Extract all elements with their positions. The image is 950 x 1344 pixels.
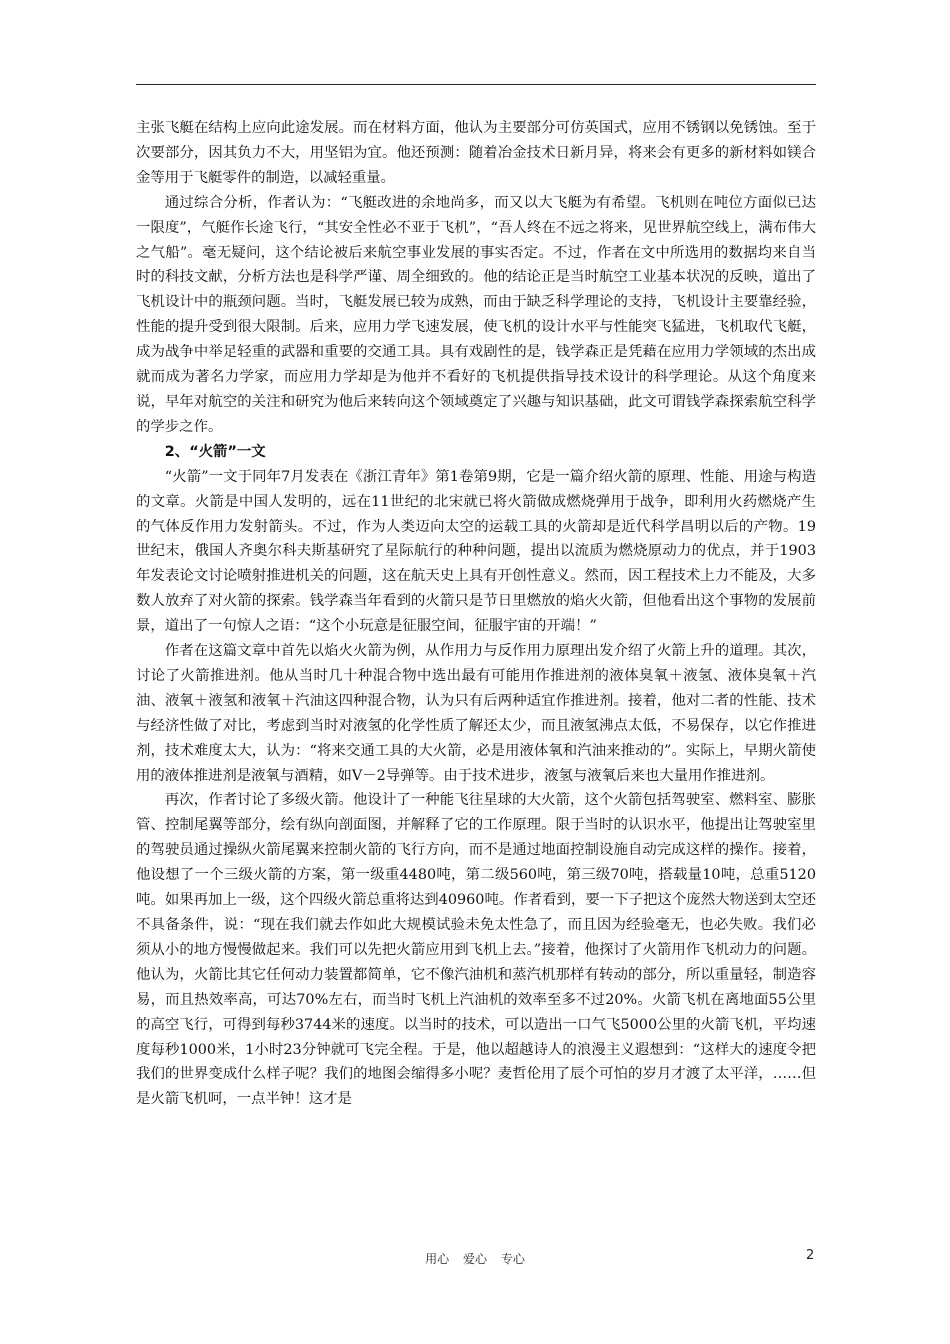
header-rule [136, 84, 816, 85]
paragraph-multistage: 再次，作者讨论了多级火箭。他设计了一种能飞往星球的大火箭，这个火箭包括驾驶室、燃料室、膨胀管、控制尾翼等部分，绘有纵向剖面图，并解释了它的工作原理。限于当时的认识水平，他提出让驾驶室里的驾驶员通过操纵火箭尾翼来控制火箭的飞行方向，而不是通过地面控制设施自动完成这样的操作。接着，他设想了一个三级火箭的方案，第一级重4480吨，第二级560吨，第三级70吨，搭载量10吨，总重5120吨。如果再加上一级，这个四级火箭总重将达到40960吨。作者看到，要一下子把这个庞然大物送到太空还不具备条件，说：“现在我们就去作如此大规模试验未免太性急了，而且因为经验毫无，也必失败。我们必须从小的地方慢慢做起来。我们可以先把火箭应用到飞机上去。”接着，他探讨了火箭用作飞机动力的问题。他认为，火箭比其它任何动力装置都简单，它不像汽油机和蒸汽机那样有转动的部分，所以重量轻，制造容易，而且热效率高，可达70%左右，而当时飞机上汽油机的效率至多不过20%。火箭飞机在离地面55公里的高空飞行，可得到每秒3744米的速度。以当时的技术，可以造出一口气飞5000公里的火箭飞机，平均速度每秒1000米，1小时23分钟就可飞完全程。于是，他以超越诗人的浪漫主义遐想到：“这样大的速度令把我们的世界变成什么样子呢？我们的地图会缩得多小呢？麦哲伦用了辰个可怕的岁月才渡了太平洋，……但是火箭飞机呵，一点半钟！这才是 [136, 792, 816, 1108]
page-body [136, 116, 816, 1112]
paragraph-rocket-intro: “火箭”一文于同年7月发表在《浙江青年》第1卷第9期，它是一篇介绍火箭的原理、性能、用途与构造的文章。火箭是中国人发明的，远在11世纪的北宋就已将火箭做成燃烧弹用于战争，即利用火药燃烧产生的气体反作用力发射箭头。不过，作为人类迈向太空的运载工具的火箭却是近代科学昌明以后的产物。19世纪末，俄国人齐奥尔科夫斯基研究了星际航行的种种问题，提出以流质为燃烧原动力的优点，并于1903年发表论文讨论喷射推进机关的问题，这在航天史上具有开创性意义。然而，因工程技术上力不能及，大多数人放弃了对火箭的探索。钱学森当年看到的火箭只是节日里燃放的焰火火箭，但他看出这个事物的发展前景，道出了一句惊人之语：“这个小玩意是征服空间，征服宇宙的开端！” [136, 468, 816, 635]
section-heading-rocket: 2、“火箭”一文 [164, 443, 266, 460]
paragraph-propellant: 作者在这篇文章中首先以焰火火箭为例，从作用力与反作用力原理出发介绍了火箭上升的道理。其次，讨论了火箭推进剂。他从当时几十种混合物中选出最有可能用作推进剂的液体臭氧＋液氢、液体臭氧＋汽油、液氧＋液氢和液氧＋汽油这四种混合物，认为只有后两种适宜作推进剂。接着，他对二者的性能、技术与经济性做了对比，考虑到当时对液氢的化学性质了解还太少，而且液氢沸点太低，不易保存，以它作推进剂，技术难度太大，认为：“将来交通工具的大火箭，必是用液体氧和汽油来推动的”。实际上，早期火箭使用的液体推进剂是液氧与酒精，如V－2导弹等。由于技术进步，液氢与液氧后来也大量用作推进剂。 [136, 643, 816, 784]
footer-word: 爱心 [462, 1252, 487, 1266]
footer-word: 专心 [500, 1252, 525, 1266]
paragraph-continued: 主张飞艇在结构上应向此途发展。而在材料方面，他认为主要部分可仿英国式，应用不锈钢以免锈蚀。至于次要部分，因其负力不大，用坚铝为宜。他还预测：随着冶金技术日新月异，将来会有更多的新材料如镁合金等用于飞艇零件的制造，以减轻重量。 [136, 120, 816, 186]
page-number: 2 [806, 1248, 815, 1263]
footer-word: 用心 [425, 1252, 450, 1266]
paragraph-analysis: 通过综合分析，作者认为：“飞艇改进的余地尚多，而又以大飞艇为有希望。飞机则在吨位方面似已达一限度”，气艇作长途飞行，“其安全性必不亚于飞机”，“吾人终在不远之将来，见世界航空线上，满布伟大之气船”。毫无疑问，这个结论被后来航空事业发展的事实否定。不过，作者在文中所选用的数据均来自当时的科技文献，分析方法也是科学严谨、周全细致的。他的结论正是当时航空工业基本状况的反映，道出了飞机设计中的瓶颈问题。当时，飞艇发展已较为成熟，而由于缺乏科学理论的支持，飞机设计主要靠经验，性能的提升受到很大限制。后来，应用力学飞速发展，使飞机的设计水平与性能突飞猛进，飞机取代飞艇，成为战争中举足轻重的武器和重要的交通工具。具有戏剧性的是，钱学森正是凭藉在应用力学领域的杰出成就而成为著名力学家，而应用力学却是为他并不看好的飞机提供指导技术设计的科学理论。从这个角度来说，早年对航空的关注和研究为他后来转向这个领域奠定了兴趣与知识基础，此文可谓钱学森探索航空科学的学步之作。 [136, 194, 816, 435]
